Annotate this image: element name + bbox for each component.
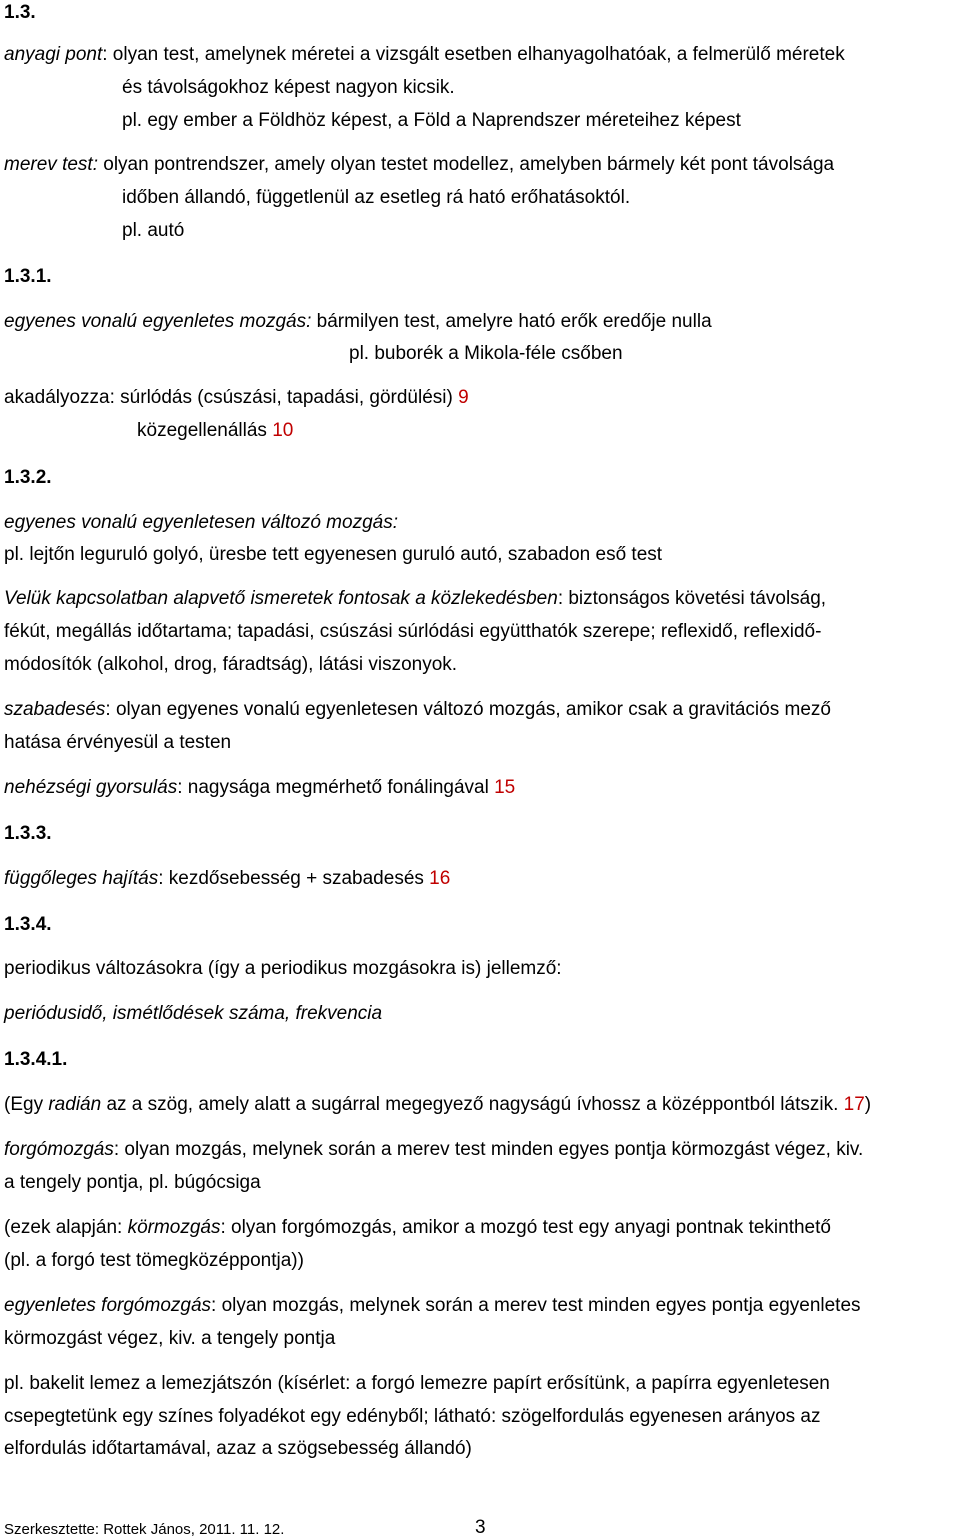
definition-szabadeses-line2: hatása érvényesül a testen bbox=[4, 732, 232, 753]
definition-egyenletes-forgo-line2: körmozgást végez, kiv. a tengely pontja bbox=[4, 1328, 336, 1349]
example-valtozo: pl. lejtőn leguruló golyó, üresbe tett egyenesen guruló autó, szabadon eső test bbox=[4, 544, 663, 565]
bakelit-line1: pl. bakelit lemez a lemezjátszón (kísérlet: a forgó lemezre papírt erősítünk, a papírra egyenletesen bbox=[4, 1373, 830, 1394]
definition-merev-test-line2: időben állandó, függetlenül az esetleg rá ható erőhatásoktól. bbox=[122, 187, 631, 208]
term-kormozgas: körmozgás bbox=[127, 1217, 221, 1238]
term-kozlekedes: Velük kapcsolatban alapvető ismeretek fontosak a közlekedésben bbox=[4, 588, 558, 609]
term-forgomozgas: forgómozgás bbox=[4, 1139, 114, 1160]
text: : nagysága megmérhető fonálingával bbox=[177, 777, 495, 798]
page-number: 3 bbox=[475, 1517, 486, 1538]
definition-kormozgas-line1 bbox=[4, 1217, 831, 1240]
definition-radian bbox=[4, 1094, 871, 1117]
akadalyozza-line1 bbox=[4, 387, 469, 410]
definition-forgomozgas-line1 bbox=[4, 1139, 863, 1162]
text: : olyan mozgás, melynek során a merev test minden egyes pontja körmozgást végez, kiv. bbox=[113, 1139, 864, 1160]
term-nehezsegi-gyorsulas: nehézségi gyorsulás bbox=[4, 777, 178, 798]
term-egyenletes-mozgas: egyenes vonalú egyenletes mozgás: bbox=[4, 311, 312, 332]
text: : olyan egyenes vonalú egyenletesen változó mozgás, amikor csak a gravitációs mező bbox=[105, 699, 831, 720]
text: az a szög, amely alatt a sugárral megegyező nagyságú ívhossz a középpontból látszik. bbox=[101, 1094, 844, 1115]
akadalyozza-line2 bbox=[137, 420, 293, 443]
bakelit-line3: elfordulás időtartamával, azaz a szögsebesség állandó) bbox=[4, 1438, 472, 1459]
term-anyagi-pont: anyagi pont bbox=[4, 44, 103, 65]
definition-merev-test-line1 bbox=[4, 154, 834, 177]
reference-number: 16 bbox=[429, 868, 451, 889]
definition-szabadeses-line1 bbox=[4, 699, 831, 722]
definition-egyenletes-line1 bbox=[4, 311, 712, 334]
text: (Egy bbox=[4, 1094, 49, 1115]
text: (ezek alapján: bbox=[4, 1217, 128, 1238]
section-heading-1-3-3: 1.3.3. bbox=[4, 823, 52, 844]
definition-forgomozgas-line2: a tengely pontja, pl. búgócsiga bbox=[4, 1172, 261, 1193]
term-valtozo-mozgas: egyenes vonalú egyenletesen változó mozgás: bbox=[4, 512, 398, 533]
term-szabadeses: szabadesés bbox=[4, 699, 106, 720]
definition-egyenletes-forgo-line1 bbox=[4, 1295, 861, 1318]
text: : olyan forgómozgás, amikor a mozgó test egy anyagi pontnak tekinthető bbox=[220, 1217, 831, 1238]
kozlekedes-line2: fékút, megállás időtartama; tapadási, csúszási súrlódási együtthatók szerepe; reflexidő, reflexidő- bbox=[4, 621, 822, 642]
text: olyan pontrendszer, amely olyan testet modellez, amelyben bármely két pont távolsága bbox=[97, 154, 835, 175]
bakelit-line2: csepegtetünk egy színes folyadékot egy edényből; látható: szögelfordulás egyenesen arányos az bbox=[4, 1406, 821, 1427]
periodikus-line1: periodikus változásokra (így a periodikus mozgásokra is) jellemző: bbox=[4, 958, 562, 979]
text: : olyan test, amelynek méretei a vizsgált esetben elhanyagolhatóak, a felmerülő méretek bbox=[102, 44, 845, 65]
example-merev-test: pl. autó bbox=[122, 220, 185, 241]
term-egyenletes-forgomozgas: egyenletes forgómozgás bbox=[4, 1295, 212, 1316]
definition-kormozgas-line2: (pl. a forgó test tömegközéppontja)) bbox=[4, 1250, 304, 1271]
text: bármilyen test, amelyre ható erők eredője nulla bbox=[311, 311, 712, 332]
section-heading-1-3-1: 1.3.1. bbox=[4, 266, 52, 287]
example-anyagi-pont: pl. egy ember a Földhöz képest, a Föld a Naprendszer méreteihez képest bbox=[122, 110, 741, 131]
term-fuggoleges-hajitas: függőleges hajítás bbox=[4, 868, 159, 889]
reference-number: 10 bbox=[272, 420, 294, 441]
term-radian: radián bbox=[48, 1094, 102, 1115]
definition-anyagi-pont-line2: és távolságokhoz képest nagyon kicsik. bbox=[122, 77, 455, 98]
example-egyenletes: pl. buborék a Mikola-féle csőben bbox=[349, 343, 623, 364]
text: közegellenállás bbox=[137, 420, 273, 441]
text: : biztonságos követési távolság, bbox=[557, 588, 827, 609]
periodikus-line2: periódusidő, ismétlődések száma, frekvencia bbox=[4, 1003, 383, 1024]
definition-nehezsegi bbox=[4, 777, 515, 800]
section-heading-1-3-4: 1.3.4. bbox=[4, 914, 52, 935]
section-heading-1-3: 1.3. bbox=[4, 2, 36, 23]
term-merev-test: merev test: bbox=[4, 154, 98, 175]
reference-number: 15 bbox=[494, 777, 516, 798]
kozlekedes-line1 bbox=[4, 588, 826, 611]
reference-number: 17 bbox=[843, 1094, 865, 1115]
kozlekedes-line3: módosítók (alkohol, drog, fáradtság), látási viszonyok. bbox=[4, 654, 458, 675]
text: : olyan mozgás, melynek során a merev test minden egyes pontja egyenletes bbox=[211, 1295, 861, 1316]
definition-anyagi-pont-line1 bbox=[4, 44, 845, 67]
reference-number: 9 bbox=[458, 387, 469, 408]
text: : kezdősebesség + szabadesés bbox=[158, 868, 430, 889]
text: akadályozza: súrlódás (csúszási, tapadási, gördülési) bbox=[4, 387, 459, 408]
text: ) bbox=[864, 1094, 872, 1115]
section-heading-1-3-4-1: 1.3.4.1. bbox=[4, 1049, 68, 1070]
definition-fuggoleges bbox=[4, 868, 450, 891]
footer-author: Szerkesztette: Rottek János, 2011. 11. 12. bbox=[4, 1521, 285, 1538]
section-heading-1-3-2: 1.3.2. bbox=[4, 467, 52, 488]
